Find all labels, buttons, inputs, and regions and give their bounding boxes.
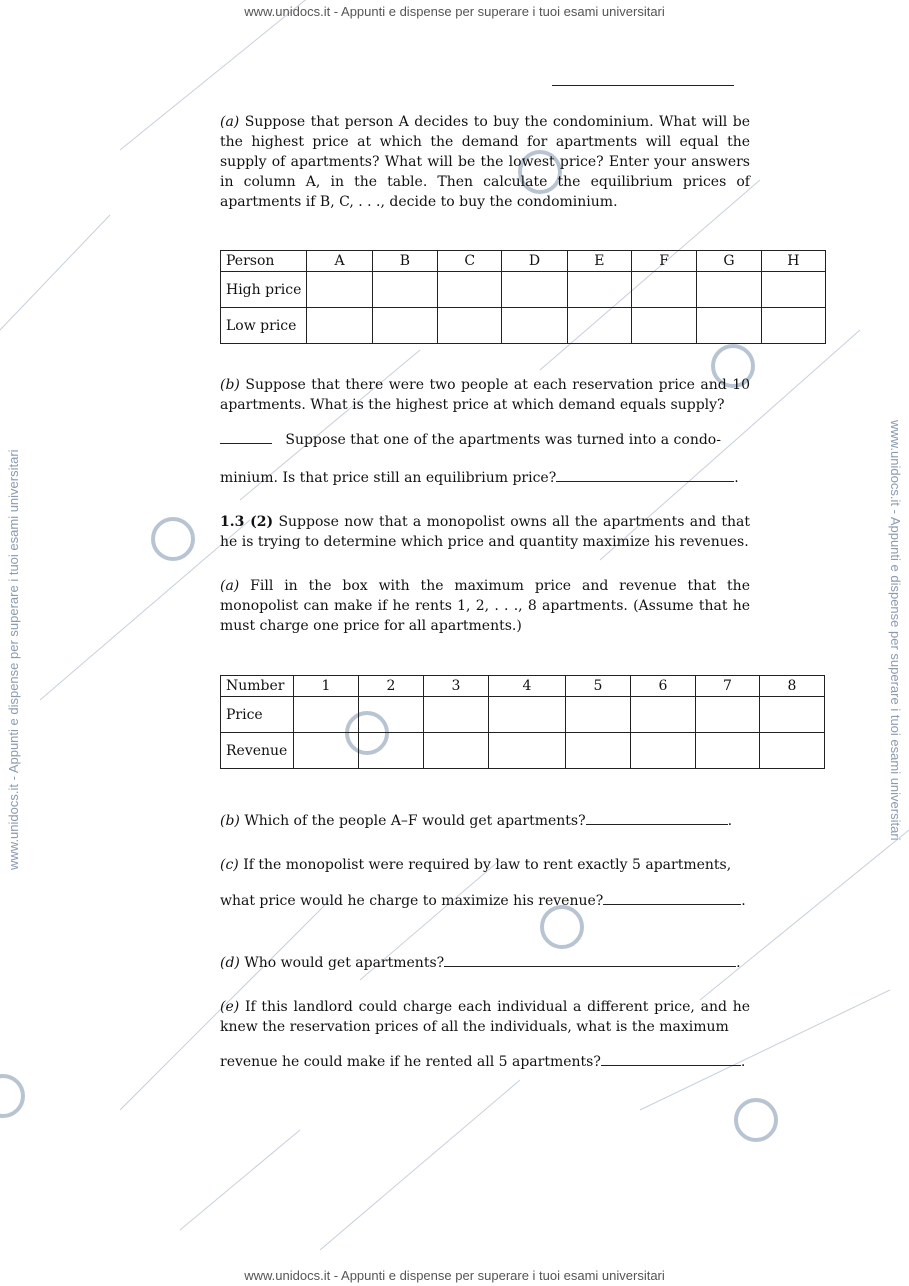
part-b2-label: (b) [220, 813, 240, 829]
table1-col-header: H [761, 251, 825, 272]
answer-blank[interactable] [603, 890, 741, 905]
part-c2-text-1: If the monopolist were required by law to rent exactly 5 apartments, [243, 857, 732, 873]
part-b2-text: Which of the people A–F would get apartments? [244, 813, 586, 829]
watermark-side-right: www.unidocs.it - Appunti e dispense per superare i tuoi esami universitari [888, 420, 903, 841]
part-c2-text-2: what price would he charge to maximize his revenue? [220, 893, 604, 909]
part-b-paragraph [220, 375, 750, 415]
table1-cell[interactable] [307, 308, 372, 344]
table2-cell[interactable] [566, 697, 631, 733]
part-e2-text-2: revenue he could make if he rented all 5 apartments? [220, 1054, 601, 1070]
period: . [734, 470, 739, 486]
table2-header-label: Number [221, 676, 294, 697]
table2-cell[interactable] [760, 733, 825, 769]
table1-row-label: Low price [221, 308, 307, 344]
part-e2-text: If this landlord could charge each individual a different price, and he knew the reservation prices of all the individuals, what is the maximum [220, 999, 750, 1035]
part-e2-line2 [220, 1051, 750, 1072]
part-d2-label: (d) [220, 955, 240, 971]
logo-icon [153, 519, 193, 559]
logo-icon [0, 1076, 23, 1116]
table2-col-header: 5 [566, 676, 631, 697]
table2-cell[interactable] [696, 697, 760, 733]
period: . [727, 813, 733, 829]
table2-col-header: 6 [631, 676, 696, 697]
table1-cell[interactable] [438, 308, 502, 344]
watermark-banner-bottom: www.unidocs.it - Appunti e dispense per superare i tuoi esami universitari [244, 1268, 665, 1283]
table2-cell[interactable] [294, 733, 359, 769]
table1-cell[interactable] [502, 272, 567, 308]
table2-col-header: 8 [760, 676, 825, 697]
table1-cell[interactable] [761, 308, 825, 344]
table1-cell[interactable] [697, 308, 761, 344]
table1-col-header: C [438, 251, 502, 272]
table2-cell[interactable] [359, 697, 424, 733]
part-b-text: Suppose that there were two people at each reservation price and 10 apartments. What is the highest price at which demand equals supply? [220, 377, 751, 413]
period: . [741, 893, 746, 909]
table1-cell[interactable] [372, 272, 437, 308]
part-e2-paragraph [220, 997, 750, 1037]
table2-cell[interactable] [760, 697, 825, 733]
table2-col-header: 7 [696, 676, 760, 697]
period: . [740, 1054, 746, 1070]
table1-col-header: G [697, 251, 761, 272]
table1-header-label: Person [221, 251, 307, 272]
table1-cell[interactable] [761, 272, 825, 308]
part-b-followup-1 [220, 429, 750, 450]
table2-col-header: 4 [489, 676, 566, 697]
table2-cell[interactable] [294, 697, 359, 733]
part-d2-text: Who would get apartments? [244, 955, 445, 971]
table1-row-high [221, 272, 826, 308]
section-1-3-text: Suppose now that a monopolist owns all the apartments and that he is trying to determine which price and quantity maximize his revenues. [220, 514, 750, 550]
table2-col-header: 1 [294, 676, 359, 697]
table1-cell[interactable] [631, 272, 696, 308]
table2-cell[interactable] [566, 733, 631, 769]
watermark-banner-top: www.unidocs.it - Appunti e dispense per superare i tuoi esami universitari [244, 4, 665, 19]
answer-blank[interactable] [220, 429, 272, 444]
table1-row-label: High price [221, 272, 307, 308]
table1-cell[interactable] [502, 308, 567, 344]
monopolist-revenue-table [220, 675, 825, 769]
table2-row-revenue [221, 733, 825, 769]
table2-header-row [221, 676, 825, 697]
part-c2-line2 [220, 890, 750, 911]
logo-icon [736, 1100, 776, 1140]
part-a2-paragraph [220, 576, 750, 636]
table1-row-low [221, 308, 826, 344]
table2-col-header: 3 [424, 676, 489, 697]
part-a-paragraph [220, 112, 750, 212]
answer-blank[interactable] [556, 467, 734, 482]
part-b2-paragraph [220, 810, 750, 831]
table1-col-header: E [567, 251, 631, 272]
table2-cell[interactable] [696, 733, 760, 769]
table1-cell[interactable] [372, 308, 437, 344]
table1-col-header: D [502, 251, 567, 272]
table2-cell[interactable] [631, 697, 696, 733]
table2-row-label: Revenue [221, 733, 294, 769]
table1-col-header: B [372, 251, 437, 272]
part-a2-label: (a) [220, 578, 240, 594]
part-b-followup-2 [220, 467, 750, 488]
answer-blank[interactable] [444, 952, 736, 967]
table2-row-price [221, 697, 825, 733]
answer-blank[interactable] [586, 810, 728, 825]
answer-blank[interactable] [601, 1051, 741, 1066]
watermark-side-left: www.unidocs.it - Appunti e dispense per superare i tuoi esami universitari [6, 449, 21, 870]
section-number: 1.3 (2) [220, 514, 274, 530]
table2-cell[interactable] [424, 697, 489, 733]
table1-cell[interactable] [567, 272, 631, 308]
part-a2-text: Fill in the box with the maximum price and revenue that the monopolist can make if he rents 1, 2, . . ., 8 apartments. (Assume that he must charge one price for all apartments.) [220, 578, 750, 634]
table2-col-header: 2 [359, 676, 424, 697]
logo-icon [542, 907, 582, 947]
table2-cell[interactable] [424, 733, 489, 769]
table2-cell[interactable] [631, 733, 696, 769]
section-1-3-paragraph [220, 512, 750, 552]
table1-cell[interactable] [438, 272, 502, 308]
table1-cell[interactable] [567, 308, 631, 344]
part-d2-paragraph [220, 952, 750, 973]
part-a-text: Suppose that person A decides to buy the condominium. What will be the highest price at which the demand for apartments will equal the supply of apartments? What will be the lowest price? Enter your answers in column A, in the table. Then calculate the equilibrium prices of apartments if B, C, . . ., decide to buy the condominium. [220, 114, 750, 210]
part-c2-line1 [220, 855, 750, 875]
name-line [552, 85, 734, 86]
table2-cell[interactable] [359, 733, 424, 769]
person-price-table [220, 250, 826, 344]
part-a-label: (a) [220, 114, 240, 130]
part-b-label: (b) [220, 377, 240, 393]
table1-cell[interactable] [307, 272, 372, 308]
table2-cell[interactable] [489, 697, 566, 733]
table1-cell[interactable] [697, 272, 761, 308]
table1-col-header: A [307, 251, 372, 272]
table1-col-header: F [631, 251, 696, 272]
table1-header-row [221, 251, 826, 272]
part-e2-label: (e) [220, 999, 240, 1015]
part-c2-label: (c) [220, 857, 239, 873]
part-b-followup-text-2: minium. Is that price still an equilibrium price? [220, 470, 557, 486]
period: . [736, 955, 741, 971]
part-b-followup-text-1: Suppose that one of the apartments was turned into a condo- [285, 432, 721, 448]
table1-cell[interactable] [631, 308, 696, 344]
table2-row-label: Price [221, 697, 294, 733]
table2-cell[interactable] [489, 733, 566, 769]
